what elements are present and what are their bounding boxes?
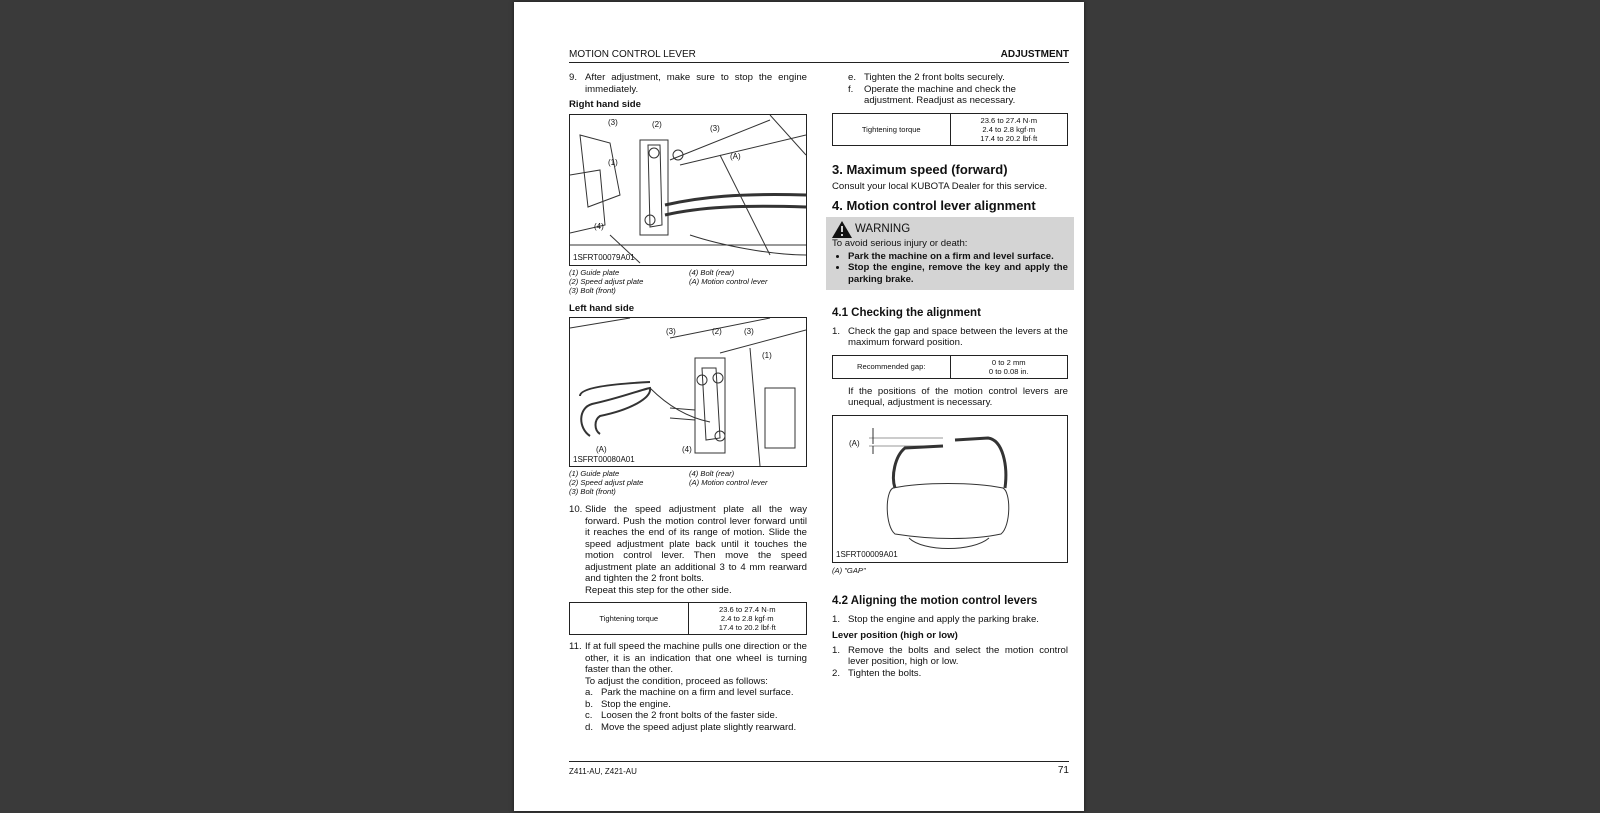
step-9: 9. After adjustment, make sure to stop the engine immediately. xyxy=(569,72,807,95)
page-header xyxy=(569,48,1069,63)
right-side-illustration xyxy=(570,115,806,265)
unequal-note: If the positions of the motion control levers are unequal, adjustment is necessary. xyxy=(848,385,1068,408)
header-section-title: MOTION CONTROL LEVER xyxy=(569,49,696,60)
header-chapter-title: ADJUSTMENT xyxy=(1000,49,1069,60)
manual-page xyxy=(514,2,1084,811)
figure-code: 1SFRT00079A01 xyxy=(573,253,635,262)
left-column xyxy=(569,72,807,733)
right-column xyxy=(832,72,1068,679)
torque-table-left: Tightening torque 23.6 to 27.4 N·m 2.4 to 2.8 kgf·m 17.4 to 20.2 lbf·ft xyxy=(569,602,807,635)
substep-c: c. Loosen the 2 front bolts of the faster side. xyxy=(585,710,778,721)
figure-left-hand-side: (3) (2) (3) (1) (A) (4) 1SFRT00080A01 xyxy=(569,317,807,467)
figure-right-hand-side: (3) (2) (3) (A) (1) (4) 1SFRT00079A01 xyxy=(569,114,807,266)
align-step-1: 1. Stop the engine and apply the parking brake. xyxy=(832,613,1039,625)
heading-checking-alignment: 4.1 Checking the alignment xyxy=(832,307,981,319)
substep-f: f. Operate the machine and check the adjustment. Readjust as necessary. xyxy=(848,83,1016,106)
substep-d: d. Move the speed adjust plate slightly rearward. xyxy=(585,721,797,733)
right-hand-side-label: Right hand side xyxy=(569,99,641,110)
substep-b: b. Stop the engine. xyxy=(585,698,671,710)
warning-item: • Park the machine on a firm and level surface. xyxy=(848,251,1068,263)
gap-illustration xyxy=(833,416,1067,562)
page-footer xyxy=(569,761,1069,776)
figure-left-legend: (1) Guide plate (4) Bolt (rear) (2) Speed adjust plate (A) Motion control lever (3) Bolt (front) xyxy=(569,469,768,496)
step-11: 11. If at full speed the machine pulls one direction or the other, it is an indication that one wheel is turning faster than the other. To adjust the condition, proceed as follows: a. Park the machine on a firm and level surface. b. Stop the engine. c. Loosen the 2 front bolts of the faster side. d. Move the speed adjust plate slightly rearward. xyxy=(569,641,807,733)
gap-figure-legend: (A) "GAP" xyxy=(832,565,866,575)
figure-gap: (A) 1SFRT00009A01 xyxy=(832,415,1068,563)
lever-step-2: 2. Tighten the bolts. xyxy=(832,667,922,679)
figure-code: 1SFRT00080A01 xyxy=(573,454,635,464)
warning-item: • Stop the engine, remove the key and apply the parking brake. xyxy=(848,262,1068,285)
warning-box xyxy=(826,217,1074,290)
step-10: 10. Slide the speed adjustment plate all the way forward. Push the motion control lever forward until it reaches the end of its range of motion. Slide the speed adjustment plate back until it touches the motion control lever. Then move the speed adjustment plate an additional 3 to 4 mm rearward and tighten the 2 front bolts. Repeat this step for the other side. xyxy=(569,504,807,596)
warning-list xyxy=(832,251,1068,286)
figure-right-legend: (1) Guide plate (4) Bolt (rear) (2) Speed adjust plate (A) Motion control lever (3) Bolt (front) xyxy=(569,267,768,295)
substep-a: a. Park the machine on a firm and level surface. xyxy=(585,687,794,698)
heading-maximum-speed: 3. Maximum speed (forward) xyxy=(832,161,1008,177)
substep-e: e. Tighten the 2 front bolts securely. xyxy=(848,72,1005,83)
max-speed-text: Consult your local KUBOTA Dealer for this service. xyxy=(832,181,1048,192)
torque-table-right: Tightening torque 23.6 to 27.4 N·m 2.4 to 2.8 kgf·m 17.4 to 20.2 lbf·ft xyxy=(832,113,1068,146)
warning-intro: To avoid serious injury or death: xyxy=(832,238,968,249)
warning-title: WARNING xyxy=(855,222,911,235)
lever-position-label: Lever position (high or low) xyxy=(832,630,958,641)
gap-table: Recommended gap: 0 to 2 mm 0 to 0.08 in. xyxy=(832,355,1068,379)
lever-step-1: 1. Remove the bolts and select the motion control lever position, high or low. xyxy=(832,644,1068,667)
check-step-1: 1. Check the gap and space between the levers at the maximum forward position. xyxy=(832,325,1068,348)
page-number: 71 xyxy=(1057,765,1069,776)
warning-triangle-icon xyxy=(832,221,852,238)
heading-aligning-levers: 4.2 Aligning the motion control levers xyxy=(832,595,1038,607)
heading-lever-alignment: 4. Motion control lever alignment xyxy=(832,197,1036,213)
figure-code: 1SFRT00009A01 xyxy=(836,550,898,559)
left-hand-side-label: Left hand side xyxy=(569,302,635,314)
footer-model: Z411-AU, Z421-AU xyxy=(569,767,637,776)
